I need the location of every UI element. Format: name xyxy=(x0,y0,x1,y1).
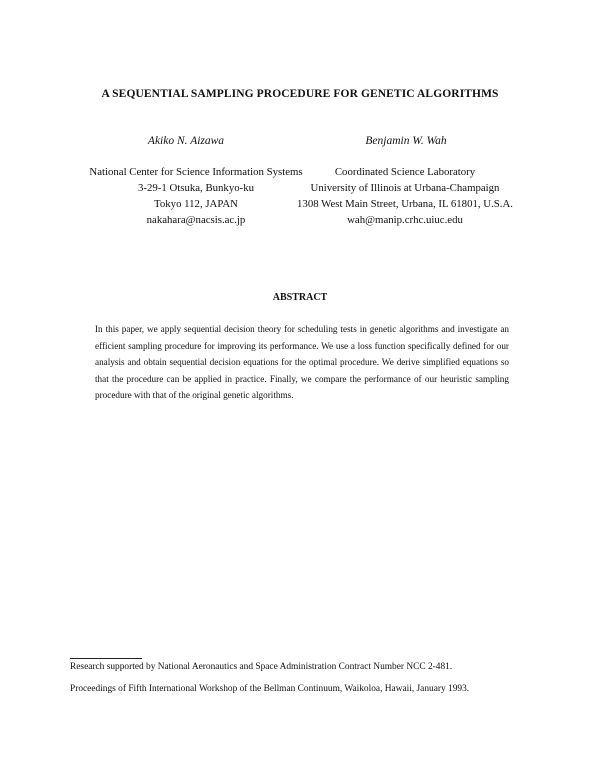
footnote-proceedings: Proceedings of Fifth International Workshop of the Bellman Continuum, Waikoloa, Hawaii, January 1993. xyxy=(70,684,470,694)
footnote-divider xyxy=(70,658,142,659)
paper-title: A SEQUENTIAL SAMPLING PROCEDURE FOR GENETIC ALGORITHMS xyxy=(101,88,499,100)
affiliation-line: 3-29-1 Otsuka, Bunkyo-ku xyxy=(137,182,255,194)
affiliation-line: National Center for Science Information Systems xyxy=(89,166,303,178)
author-affiliation-1 xyxy=(76,164,316,228)
affiliation-line: 1308 West Main Street, Urbana, IL 61801, U.S.A. xyxy=(297,198,513,210)
abstract-text: In this paper, we apply sequential decision theory for scheduling tests in genetic algorithms and investigate an efficient sampling procedure for improving its performance. We use a loss function specifically defined for our analysis and obtain sequential decision equations for the optimal procedure. We derive simplified equations so that the procedure can be applied in practice. Finally, we compare the performance of our heuristic sampling procedure with that of the original genetic algorithms. xyxy=(95,324,509,400)
author-name-1: Akiko N. Aizawa xyxy=(147,135,225,147)
affiliation-line: Tokyo 112, JAPAN xyxy=(154,198,238,210)
affiliation-line: University of Illinois at Urbana-Champaign xyxy=(310,182,500,194)
affiliation-line: Coordinated Science Laboratory xyxy=(334,166,476,178)
author-email: wah@manip.crhc.uiuc.edu xyxy=(347,214,463,226)
author-name-2: Benjamin W. Wah xyxy=(365,135,447,147)
author-affiliation-2 xyxy=(285,164,525,228)
footnote-funding: Research supported by National Aeronautics and Space Administration Contract Number NCC 2-481. xyxy=(70,662,453,672)
author-email: nakahara@nacsis.ac.jp xyxy=(146,214,246,226)
abstract-heading: ABSTRACT xyxy=(272,292,328,303)
